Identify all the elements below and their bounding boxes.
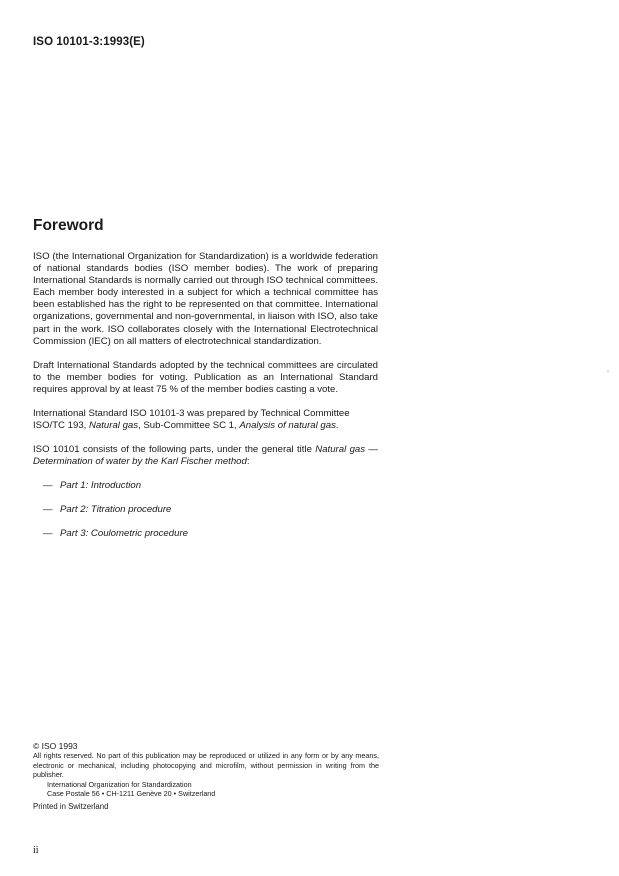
parts-intro-prefix: ISO 10101 consists of the following parts, under the general title xyxy=(33,444,316,456)
organization-name: International Organization for Standardization xyxy=(47,779,192,789)
preparation-prefix: International Standard ISO 10101-3 was prepared by Technical Committee ISO/TC 193, xyxy=(33,408,350,432)
organization-address: Case Postale 56 • CH-1211 Genève 20 • Switzerland xyxy=(47,789,216,799)
preparation-suffix: . xyxy=(335,420,339,432)
page-title: Foreword xyxy=(33,217,104,234)
list-item xyxy=(43,504,378,516)
sc-name: Analysis of natural gas xyxy=(239,420,336,432)
em-dash: — xyxy=(43,504,53,515)
paragraph-parts-intro xyxy=(33,444,378,468)
paragraph-preparation xyxy=(33,408,378,432)
parts-list xyxy=(33,480,378,539)
list-item xyxy=(43,480,378,492)
printed-in: Printed in Switzerland xyxy=(33,802,109,812)
paragraph-iso-description: ISO (the International Organization for Standardization) is a worldwide federation of national standards bodies (ISO member bodies). The work of preparing International Standards is normally carried out through ISO technical committees. Each member body interested in a subject for which a technical committee has been established has the right to be represented on that committee. International organizations, governmental and non-governmental, in liaison with ISO, also take part in the work. ISO collaborates closely with the International Electrotechnical Commission (IEC) on all matters of electrotechnical standardization. xyxy=(33,251,379,347)
paragraph-voting: Draft International Standards adopted by the technical committees are circulated to the member bodies for voting. Publication as an International Standard requires approval by at least 75 % of the member bodies casting a vote. xyxy=(33,359,378,395)
scan-artifact xyxy=(607,371,609,372)
em-dash: — xyxy=(43,527,53,539)
list-item xyxy=(43,528,378,540)
page-number: ii xyxy=(33,845,39,856)
document-id: ISO 10101-3:1993(E) xyxy=(33,36,145,48)
em-dash: — xyxy=(43,480,53,492)
part-label: Part 1: Introduction xyxy=(60,480,142,492)
general-title: Natural gas — Determination of water by the Karl Fischer method xyxy=(33,444,378,468)
preparation-middle: , Sub-Committee SC 1, xyxy=(138,420,240,432)
foreword-body xyxy=(33,251,378,551)
copyright-footer xyxy=(33,742,379,812)
tc-name: Natural gas xyxy=(88,420,139,432)
parts-intro-suffix: : xyxy=(246,456,250,468)
part-label: Part 2: Titration procedure xyxy=(60,504,172,515)
copyright-notice: © ISO 1993 xyxy=(33,741,78,751)
rights-statement: All rights reserved. No part of this publication may be reproduced or utilized in any form or by any means, electronic or mechanical, including photocopying and microfilm, without permission in writing from the publisher. xyxy=(33,751,379,780)
part-label: Part 3: Coulometric procedure xyxy=(60,527,188,539)
